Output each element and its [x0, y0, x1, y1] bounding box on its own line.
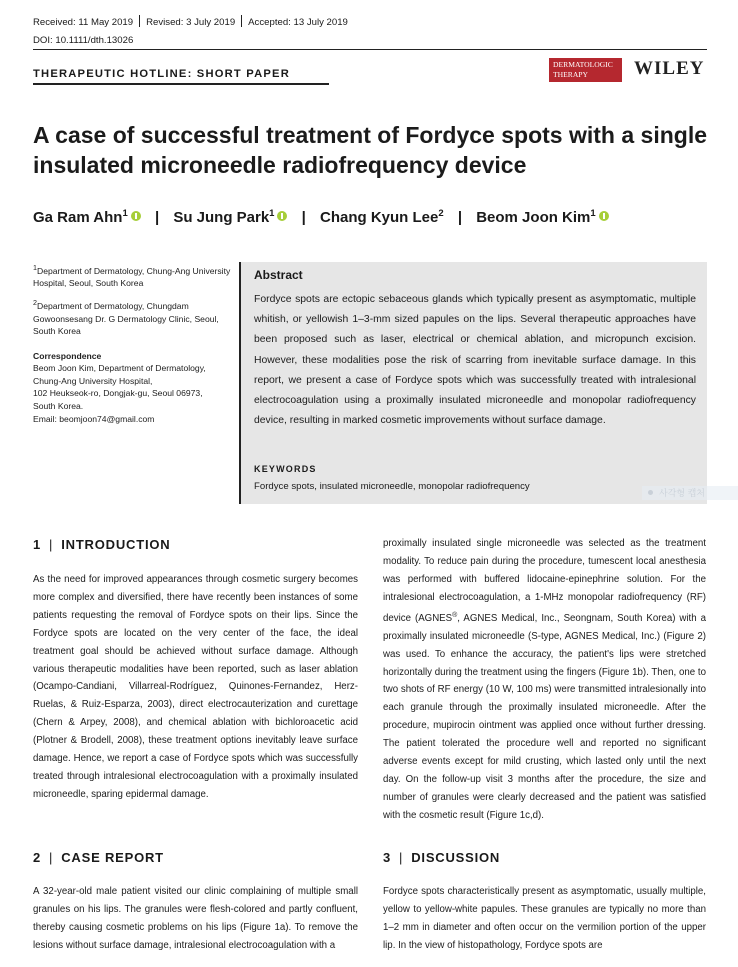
correspondence-line: Chung-Ang University Hospital, [33, 375, 153, 386]
doi[interactable]: DOI: 10.1111/dth.13026 [33, 35, 134, 46]
heading-separator: | [49, 850, 54, 865]
section-number: 2 [33, 850, 42, 865]
author-list [33, 208, 609, 226]
correspondence-line: Beom Joon Kim, Department of Dermatology, [33, 363, 206, 374]
revised-date: Revised: 3 July 2019 [146, 17, 236, 28]
case-paragraph: A 32-year-old male patient visited our clinic complaining of multiple small granules on his lips. The granules were flesh-colored and partly confluent, thereby causing cosmetic problems on his lips (Figure 1a). To remove the lesions without surface damage, intralesional electrocoagulation with a [33, 886, 358, 951]
registered-mark: ® [452, 611, 458, 619]
affiliation-sup: 2 [33, 299, 37, 308]
discussion-paragraph: Fordyce spots characteristically present as asymptomatic, usually multiple, yellow to yellow-white papules. These granules are typically no more than 1–2 mm in diameter and often occur on the vermilion portion of the upper lip. In the view of histopathology, Fordyce spots are [383, 886, 706, 951]
divider [241, 15, 242, 27]
author-separator: | [154, 209, 160, 226]
affiliation-sup: 1 [33, 264, 37, 272]
correspondence-line: South Korea. [33, 401, 84, 412]
accepted-date: Accepted: 13 July 2019 [248, 17, 348, 28]
journal-logo-line2: THERAPY [553, 69, 589, 79]
author-affiliation: 1 [590, 208, 596, 219]
author-separator: | [301, 209, 306, 226]
author-affiliation: 2 [438, 208, 444, 219]
section-title: CASE REPORT [61, 850, 164, 865]
keywords-text: Fordyce spots, insulated microneedle, monopolar radiofrequency [254, 481, 530, 492]
case-paragraph-continued [383, 535, 706, 825]
author-separator: | [457, 209, 463, 226]
author-name: Ga Ram Ahn [33, 209, 123, 226]
heading-separator: | [49, 537, 54, 552]
capture-overlay [642, 486, 738, 500]
paragraph-text: proximally insulated single microneedle was selected as the treatment modality. To reduce pain during the procedure, tumescent local anesthesia was performed with buffered lidocaine-epinephrine solution. For the intralesional electrocoagulation, a 1-MHz monopolar radiofrequency (RF) device (AGNES [383, 538, 706, 624]
case-heading [33, 850, 164, 865]
capture-dot-icon [648, 490, 653, 495]
divider [139, 15, 140, 27]
author-affiliation: 1 [269, 208, 275, 219]
section-number: 3 [383, 850, 392, 865]
section-label: THERAPEUTIC HOTLINE: SHORT PAPER [33, 68, 290, 80]
paragraph-text: , AGNES Medical, Inc., Seongnam, South Korea) with a proximally insulated microneedle (S-type, AGNES Medical, Inc.) (Figure 2) was used. To enhance the accuracy, the patient's lips were stretched horizontally during the treatment using the fingers (Figure 1b). Then, one to two shots of RF energy (10 W, 100 ms) were transmitted intralesionally into each granule through the proximally insulated microneedle. After the procedure, mupirocin ointment was applied once without further dressing. The patient tolerated the procedure well and reported no significant adverse events except for mild crusting, which lasted only until the next day. On the follow-up visit 3 months after the procedure, the size and number of granules were clearly decreased and the patient was satisfied with the cosmetic result (Figure 1c,d). [383, 612, 706, 821]
affiliation-2 [33, 297, 233, 338]
keywords-heading: KEYWORDS [254, 464, 317, 474]
orcid-icon[interactable] [131, 211, 141, 221]
section-title: INTRODUCTION [61, 537, 171, 552]
article-dates [33, 15, 348, 28]
abstract-text: Fordyce spots are ectopic sebaceous glands which typically present as asymptomatic, multiple whitish, or yellowish 1–3-mm sized papules on the lips. Several therapeutic approaches have been proposed such as laser, electrical or chemical ablation, and micropunch excision. However, these modalities pose the risk of scarring from inevitable surface damage. In this report, we present a case of Fordyce spots which was successfully treated with intralesional electrocoagulation using a proximally insulated microneedle and monopolar radiofrequency device, resulting in marked cosmetic improvements without surface damage. [254, 294, 696, 427]
section-title: DISCUSSION [411, 850, 501, 865]
orcid-icon[interactable] [599, 211, 609, 221]
publisher-logo: WILEY [634, 58, 705, 79]
journal-logo [549, 58, 622, 82]
section-number: 1 [33, 537, 42, 552]
correspondence-email[interactable]: Email: beomjoon74@gmail.com [33, 413, 155, 424]
correspondence-line: 102 Heukseok-ro, Dongjak-gu, Seoul 06973, [33, 388, 203, 399]
abstract-heading: Abstract [254, 268, 303, 282]
affiliations [33, 262, 233, 425]
affiliation-text: Department of Dermatology, Chung-Ang University Hospital, Seoul, South Korea [33, 265, 231, 289]
journal-logo-line1: DERMATOLOGIC [553, 60, 613, 69]
author-name: Su Jung Park [173, 209, 270, 226]
intro-paragraph: As the need for improved appearances through cosmetic surgery becomes more complex and diversified, there have recently been instances of some patients requesting the removal of Fordyce spots on their lips. Since the Fordyce spots are located on the very center of the face, the ideal treatment goal should be achieved without surface damage. Although various therapeutic modalities have been reported, such as laser ablation (Ocampo-Candiani, Villarreal-Rodríguez, Quinones-Fernandez, Herz-Ruelas, & Ruiz-Esparza, 2003), direct electrocauterization and curettage (Chern & Arpey, 2008), and chemical ablation with bichloroacetic acid (Plotner & Brodell, 2008), these treatment options inevitably leave surface damage. Hence, we report a case of Fordyce spots which was successfully treated through intralesional electrocoagulation with a proximally insulated microneedle, sparing epidermal damage. [33, 574, 358, 800]
intro-heading [33, 537, 170, 552]
heading-separator: | [399, 850, 404, 865]
section-label-rule [33, 83, 329, 85]
author-affiliation: 1 [122, 208, 128, 219]
correspondence-heading: Correspondence [33, 350, 102, 361]
header-rule [33, 49, 707, 50]
author-name: Beom Joon Kim [476, 209, 591, 226]
author-name: Chang Kyun Lee [320, 209, 439, 226]
received-date: Received: 11 May 2019 [33, 17, 134, 28]
capture-overlay-label: 사각형 캡처 [659, 488, 705, 498]
affiliation-1 [33, 262, 233, 290]
discussion-heading [383, 850, 500, 865]
affiliation-text: Department of Dermatology, Chungdam Gowoonsesang Dr. G Dermatology Clinic, Seoul, South Korea [33, 300, 219, 337]
orcid-icon[interactable] [277, 211, 287, 221]
article-title: A case of successful treatment of Fordyce spots with a single insulated microneedle radiofrequency device [33, 122, 707, 178]
